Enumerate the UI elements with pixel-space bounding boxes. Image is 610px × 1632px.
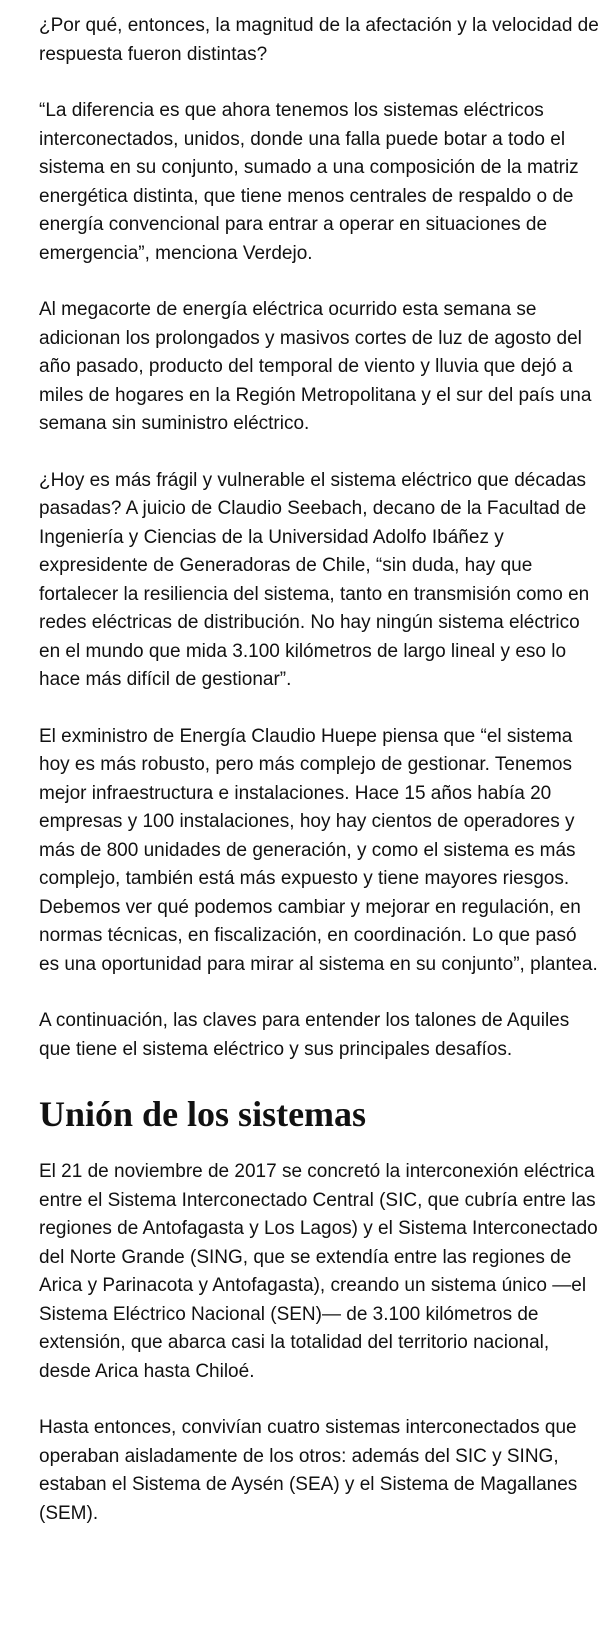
article-paragraph: Hasta entonces, convivían cuatro sistemas interconectados que operaban aisladamente de los otros: además del SIC y SING, estaban el Sistema de Aysén (SEA) y el Sistema de Magallanes (SEM). — [39, 1417, 578, 1524]
article-paragraph: Al megacorte de energía eléctrica ocurrido esta semana se adicionan los prolongados y masivos cortes de luz de agosto del año pasado, producto del temporal de viento y lluvia que dejó a miles de hogares en la Región Metropolitana y el sur del país una semana sin suministro eléctrico. — [39, 299, 592, 434]
article-paragraph: ¿Por qué, entonces, la magnitud de la afectación y la velocidad de respuesta fueron distintas? — [39, 15, 599, 65]
article-body — [39, 0, 599, 1556]
section-heading: Unión de los sistemas — [39, 1094, 367, 1134]
article-paragraph: “La diferencia es que ahora tenemos los sistemas eléctricos interconectados, unidos, donde una falla puede botar a todo el sistema en su conjunto, sumado a una composición de la matriz energética distinta, que tiene menos centrales de respaldo o de energía convencional para entrar a operar en situaciones de emergencia”, menciona Verdejo. — [39, 100, 579, 264]
article-paragraph: El 21 de noviembre de 2017 se concretó la interconexión eléctrica entre el Sistema Interconectado Central (SIC, que cubría entre las regiones de Antofagasta y Los Lagos) y el Sistema Interconectado del Norte Grande (SING, que se extendía entre las regiones de Arica y Parinacota y Antofagasta), creando un sistema único —el Sistema Eléctrico Nacional (SEN)— de 3.100 kilómetros de extensión, que abarca casi la totalidad del territorio nacional, desde Arica hasta Chiloé. — [39, 1161, 598, 1382]
article-paragraph: El exministro de Energía Claudio Huepe piensa que “el sistema hoy es más robusto, pero más complejo de gestionar. Tenemos mejor infraestructura e instalaciones. Hace 15 años había 20 empresas y 100 instalaciones, hoy hay cientos de operadores y más de 800 unidades de generación, y como el sistema es más complejo, también está más expuesto y tiene mayores riesgos. Debemos ver qué podemos cambiar y mejorar en regulación, en normas técnicas, en fiscalización, en coordinación. Lo que pasó es una oportunidad para mirar al sistema en su conjunto”, plantea. — [39, 725, 598, 975]
article-paragraph: ¿Hoy es más frágil y vulnerable el sistema eléctrico que décadas pasadas? A juicio de Claudio Seebach, decano de la Facultad de Ingeniería y Ciencias de la Universidad Adolfo Ibáñez y expresidente de Generadoras de Chile, “sin duda, hay que fortalecer la resiliencia del sistema, tanto en transmisión como en redes eléctricas de distribución. No hay ningún sistema eléctrico en el mundo que mida 3.100 kilómetros de largo lineal y eso lo hace más difícil de gestionar”. — [39, 469, 590, 690]
article-paragraph: A continuación, las claves para entender los talones de Aquiles que tiene el sistema eléctrico y sus principales desafíos. — [39, 1010, 570, 1060]
